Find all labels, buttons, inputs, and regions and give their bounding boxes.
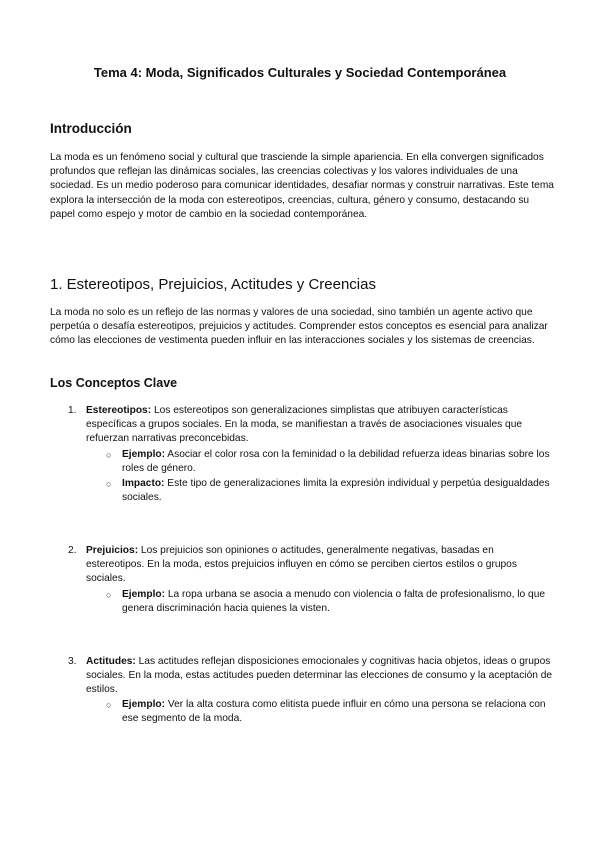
bullet-text: Ver la alta costura como elitista puede influir en cómo una persona se relaciona con ese segmento de la moda. <box>122 699 546 725</box>
list-item-prejuicios <box>68 544 554 587</box>
bullet-text: La ropa urbana se asocia a menudo con violencia o falta de profesionalismo, lo que genera discriminación hacia quienes la visten. <box>122 589 546 615</box>
bullet-item <box>106 698 554 726</box>
hollow-circle-bullet-icon: ○ <box>106 700 112 710</box>
list-number: 2. <box>68 545 77 556</box>
section-1-paragraph: La moda no solo es un reflejo de las normas y valores de una sociedad, sino también un agente activo que perpetúa o desafía estereotipos, prejuicios y actitudes. Comprender estos conceptos es esencial para analizar cómo las elecciones de vestimenta pueden influir en las interacciones sociales y los sistemas de creencias. <box>50 307 548 347</box>
list-number: 3. <box>68 656 77 667</box>
hollow-circle-bullet-icon: ○ <box>106 450 112 460</box>
list-item-actitudes <box>68 655 554 698</box>
intro-paragraph: La moda es un fenómeno social y cultural que trasciende la simple apariencia. En ella convergen significados profundos que reflejan las dinámicas sociales, las creencias colectivas y los valores individuales de una sociedad. Es un medio poderoso para comunicar identidades, desafiar normas y construir narrativas. Este tema explora la intersección de la moda con estereotipos, creencias, cultura, género y consumo, destacando su papel como espejo y motor de cambio en la sociedad contemporánea. <box>50 152 554 220</box>
bullet-text: Asociar el color rosa con la feminidad o la debilidad refuerza ideas binarias sobre los roles de género. <box>122 449 550 475</box>
list-term: Actitudes: <box>86 656 136 667</box>
list-text: Los estereotipos son generalizaciones simplistas que atribuyen características específicas a grupos sociales. En la moda, se manifiestan a través de asociaciones visuales que refuerzan narrativas preconcebidas. <box>86 405 523 445</box>
list-term: Estereotipos: <box>86 405 152 416</box>
hollow-circle-bullet-icon: ○ <box>106 479 112 489</box>
bullet-term: Impacto: <box>122 478 165 489</box>
bullet-term: Ejemplo: <box>122 699 166 710</box>
bullet-item <box>106 588 554 616</box>
list-text: Los prejuicios son opiniones o actitudes, generalmente negativas, basadas en estereotipos. En la moda, estos prejuicios influyen en cómo se perciben ciertos estilos o grupos sociales. <box>86 545 517 585</box>
bullet-term: Ejemplo: <box>122 589 166 600</box>
list-text: Las actitudes reflejan disposiciones emocionales y cognitivas hacia objetos, ideas o grupos sociales. En la moda, estas actitudes pueden determinar las elecciones de consumo y la aceptación de estilos. <box>86 656 553 696</box>
list-term: Prejuicios: <box>86 545 139 556</box>
hollow-circle-bullet-icon: ○ <box>106 590 112 600</box>
list-number: 1. <box>68 405 77 416</box>
list-item-estereotipos <box>68 404 554 447</box>
key-concepts-heading: Los Conceptos Clave <box>50 376 178 390</box>
bullet-text: Este tipo de generalizaciones limita la expresión individual y perpetúa desigualdades sociales. <box>122 478 550 504</box>
bullet-item <box>106 448 554 476</box>
document-title: Tema 4: Moda, Significados Culturales y Sociedad Contemporánea <box>93 65 507 80</box>
bullet-term: Ejemplo: <box>122 449 166 460</box>
bullet-item <box>106 477 554 505</box>
intro-heading: Introducción <box>50 121 132 136</box>
section-1-heading: 1. Estereotipos, Prejuicios, Actitudes y Creencias <box>50 276 376 293</box>
